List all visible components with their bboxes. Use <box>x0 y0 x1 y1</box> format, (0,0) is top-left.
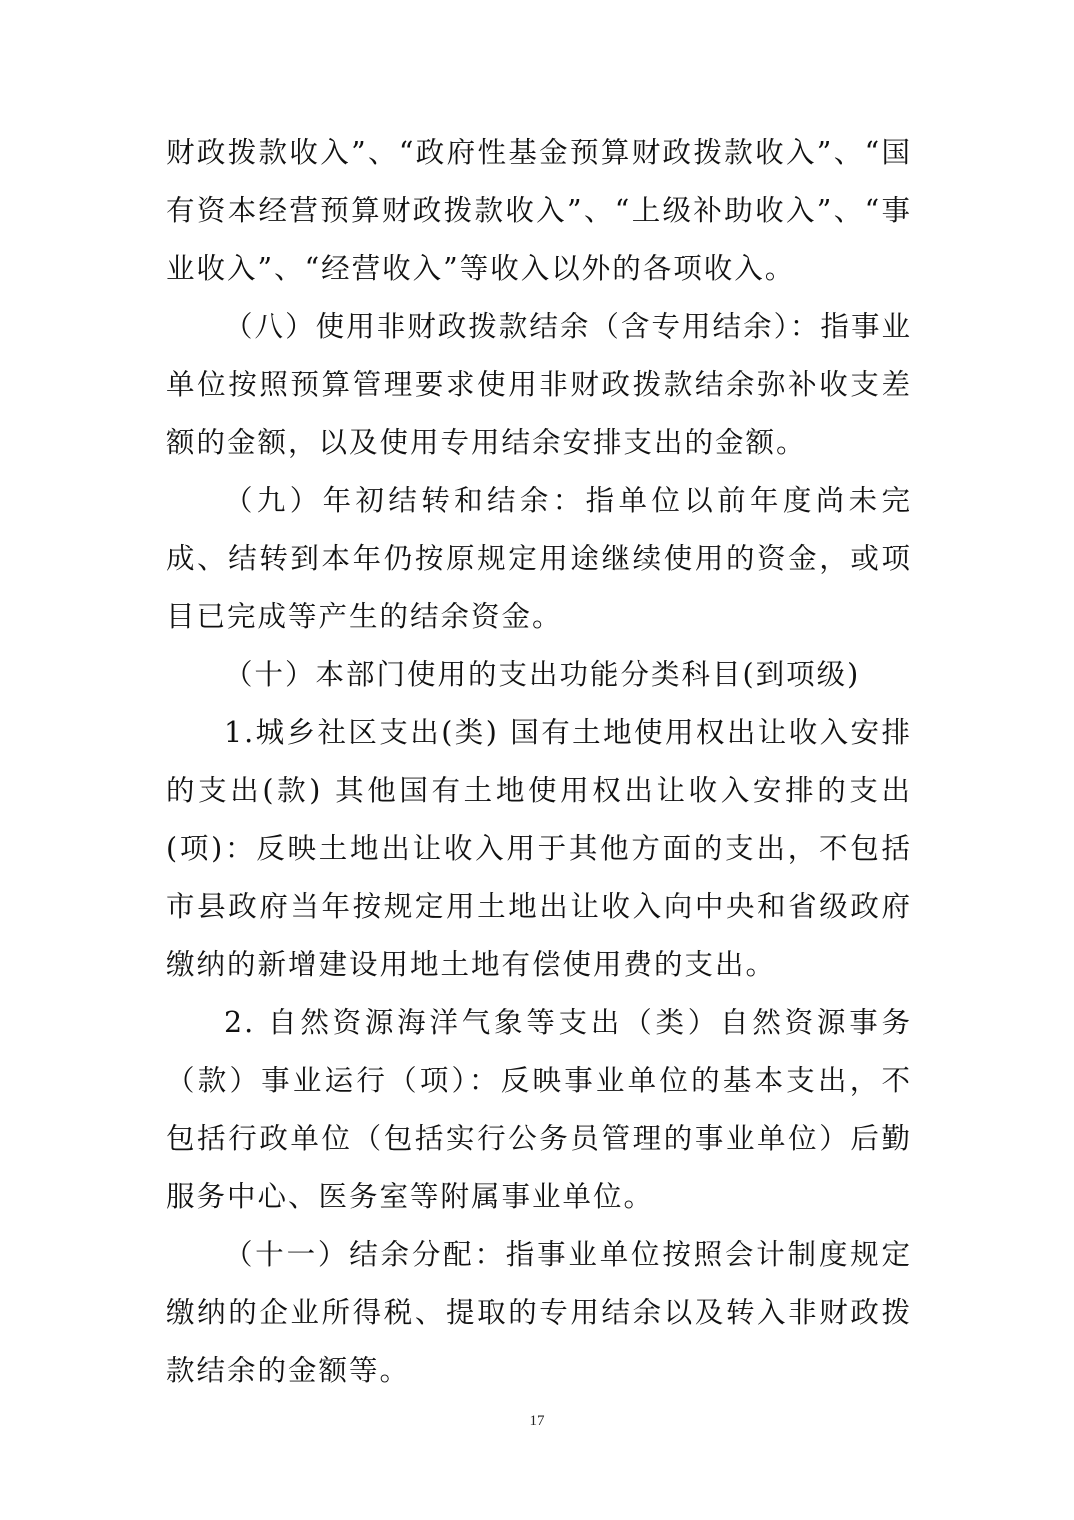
paragraph-10-heading: （十）本部门使用的支出功能分类科目(到项级) <box>224 658 861 691</box>
page-number: 17 <box>529 1413 545 1429</box>
paragraph-continuation: 财政拨款收入”、“政府性基金预算财政拨款收入”、“国有资本经营预算财政拨款收入”、“上级补助收入”、“事业收入”、“经营收入”等收入以外的各项收入。 <box>166 136 912 285</box>
paragraph-8: （八）使用非财政拨款结余（含专用结余）：指事业单位按照预算管理要求使用非财政拨款结余弥补收支差额的金额，以及使用专用结余安排支出的金额。 <box>166 310 912 459</box>
paragraph-11: （十一）结余分配：指事业单位按照会计制度规定缴纳的企业所得税、提取的专用结余以及转入非财政拨款结余的金额等。 <box>166 1238 912 1387</box>
paragraph-10-item-1: 1.城乡社区支出(类) 国有土地使用权出让收入安排的支出(款) 其他国有土地使用权出让收入安排的支出(项)：反映土地出让收入用于其他方面的支出，不包括市县政府当年按规定用土地出让收入向中央和省级政府缴纳的新增建设用地土地有偿使用费的支出。 <box>166 716 912 981</box>
body-text <box>166 124 912 1400</box>
paragraph-10-item-2: 2. 自然资源海洋气象等支出（类）自然资源事务（款）事业运行（项）：反映事业单位的基本支出，不包括行政单位（包括实行公务员管理的事业单位）后勤服务中心、医务室等附属事业单位。 <box>166 1006 912 1213</box>
paragraph-9: （九）年初结转和结余：指单位以前年度尚未完成、结转到本年仍按原规定用途继续使用的资金，或项目已完成等产生的结余资金。 <box>166 484 912 633</box>
